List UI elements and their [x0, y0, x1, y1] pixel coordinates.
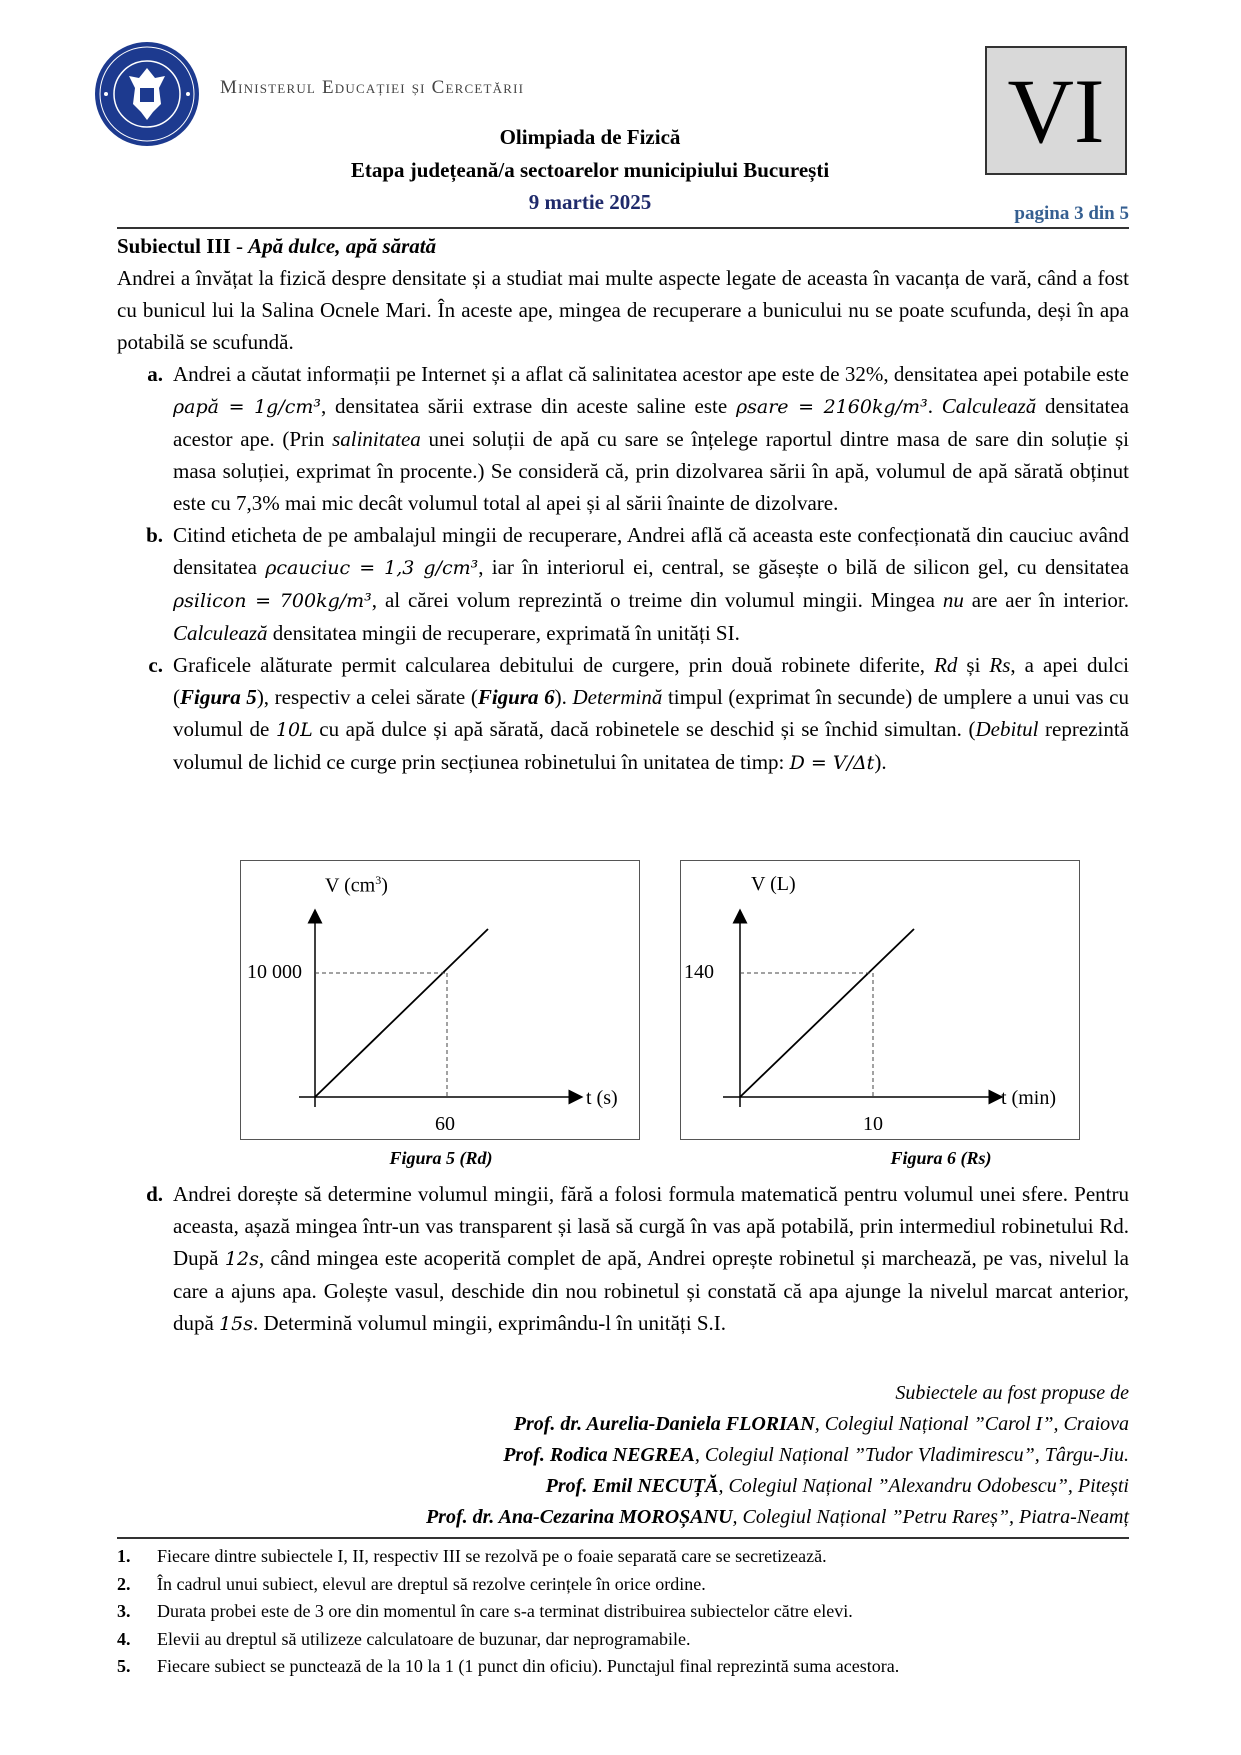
exam-date: 9 martie 2025 [528, 190, 652, 214]
subject-heading: Subiectul III - Apă dulce, apă sărată [117, 234, 437, 258]
item-c: c. Graficele alăturate permit calcularea debitului de curgere, prin două robinete diferite, Rd și Rs, a apei dulci (Figura 5), respectiv a celei sărate (Figura 6). Determină timpul (exprimat în secunde) de umplere a unui vas cu volumul de 10L cu apă dulce și apă sărată, dacă robinetele se deschid și se închid simultan. (Debitul reprezintă volumul de lichid ce curge prin secțiunea robinetului în unitatea de timp: D = V/Δt). [148, 653, 1129, 774]
formula-flow-rate: D = V/Δt [789, 752, 875, 774]
subject-intro: Andrei a învățat la fizică despre densitate și a studiat mai multe aspecte legate de aceasta în vacanța de vară, când a fost cu bunicul lui la Salina Ocnele Mari. În aceste ape, mingea de recuperare a bunicului nu se poate scufunda, deși în apa potabilă se scufundă. [117, 266, 1129, 354]
x-axis-label: t (min) [1001, 1087, 1056, 1109]
page-number: pagina 3 din 5 [1014, 203, 1129, 224]
exam-rules [117, 1543, 1129, 1681]
page-subtitle: Etapa județeană/a sectoarelor municipiului București [350, 158, 830, 182]
y-axis-label: V (L) [751, 873, 796, 895]
x-axis-label: t (s) [586, 1087, 618, 1109]
figure-5-caption: Figura 5 (Rd) [389, 1148, 493, 1168]
ministry-name: Ministerul Educației și Cercetării [220, 77, 525, 98]
rule-item: 1. Fiecare dintre subiectele I, II, respectiv III se rezolvă pe o foaie separată care se secretizează. [117, 1546, 827, 1566]
rule-item: 2. În cadrul unui subiect, elevul are dreptul să rezolve cerințele în orice ordine. [117, 1573, 706, 1594]
author-line: Prof. Emil NECUȚĂ, Colegiul Național ”Alexandru Odobescu”, Pitești [545, 1475, 1129, 1497]
authors-block [229, 1378, 1129, 1533]
formula-salt-density: ρsare = 2160kg/m³ [735, 396, 928, 418]
footer-divider [117, 1537, 1129, 1539]
item-b: b. Citind eticheta de pe ambalajul mingii de recuperare, Andrei află că aceasta este confecționată din cauciuc având densitatea ρcauciuc = 1,3 g/cm³, iar în interiorul ei, central, se găsește o bilă de silicon gel, cu densitatea ρsilicon = 700kg/m³, al cărei volum reprezintă o treime din volumul mingii. Mingea nu are aer în interior. Calculează densitatea mingii de recuperare, exprimată în unități SI. [146, 523, 1130, 645]
grade-badge: VI [985, 46, 1127, 175]
x-tick-label: 60 [435, 1113, 455, 1135]
authors-intro: Subiectele au fost propuse de [895, 1382, 1129, 1404]
rule-item: 4. Elevii au dreptul să utilizeze calculatoare de buzunar, dar neprogramabile. [117, 1628, 691, 1649]
item-a: a. Andrei a căutat informații pe Internet și a aflat că salinitatea acestor ape este de 32%, densitatea apei potabile este ρapă = 1g/cm³, densitatea sării extrase din aceste saline este ρsare = 2160kg/m³. Calculează densitatea acestor ape. (Prin salinitatea unei soluții de apă cu sare se înțelege raportul dintre masa de sare din soluție și masa soluției, exprimat în procente.) Se consideră că, prin dizolvarea sării în apă, volumul de apă sărată obținut este cu 7,3% mai mic decât volumul total al apei și al sării înainte de dizolvare. [147, 362, 1130, 515]
figure-6-caption: Figura 6 (Rs) [890, 1148, 992, 1168]
figures-area [240, 860, 1080, 1168]
author-line: Prof. Rodica NEGREA, Colegiul Național ”Tudor Vladimirescu”, Târgu-Jiu. [503, 1444, 1129, 1466]
figure-6-chart [680, 860, 1080, 1168]
header-divider [117, 227, 1129, 229]
x-tick-label: 10 [863, 1113, 883, 1135]
author-line: Prof. dr. Aurelia-Daniela FLORIAN, Colegiul Național ”Carol I”, Craiova [513, 1413, 1129, 1435]
rule-item: 3. Durata probei este de 3 ore din momentul în care s-a terminat distribuirea subiectelor către elevi. [117, 1601, 853, 1621]
item-d: d. Andrei dorește să determine volumul mingii, fără a folosi formula matematică pentru volumul unei sfere. Pentru aceasta, așază mingea într-un vas transparent și lasă să curgă în vas apă potabilă, prin intermediul robinetului Rd. După 12s, când mingea este acoperită complet de apă, Andrei oprește robinetul și marchează, pe vas, nivelul la care a ajuns apa. Golește vasul, deschide din nou robinetul și constată că apa ajunge la nivelul marcat anterior, după 15s. Determină volumul mingii, exprimându-l în unități S.I. [146, 1182, 1129, 1335]
y-tick-label: 10 000 [247, 961, 302, 983]
formula-water-density: ρapă = 1g/cm³ [173, 396, 322, 418]
line-chart-rd [241, 861, 641, 1141]
page-title: Olimpiada de Fizică [499, 125, 681, 149]
y-tick-label: 140 [684, 961, 714, 983]
rule-item: 5. Fiecare subiect se punctează de la 10 la 1 (1 punct din oficiu). Punctajul final reprezintă suma acestora. [117, 1656, 900, 1676]
problem-body-d [117, 1178, 1129, 1340]
figure-5-chart [240, 860, 640, 1168]
problem-body [117, 230, 1129, 779]
author-line: Prof. dr. Ana-Cezarina MOROȘANU, Colegiul Național ”Petru Rareș”, Piatra-Neamț [425, 1506, 1129, 1528]
formula-rubber-density: ρcauciuc = 1,3 g/cm³ [265, 557, 479, 579]
formula-silicon-density: ρsilicon = 700kg/m³ [173, 590, 372, 612]
y-axis-label: V $(cm^3)$ [325, 873, 388, 897]
